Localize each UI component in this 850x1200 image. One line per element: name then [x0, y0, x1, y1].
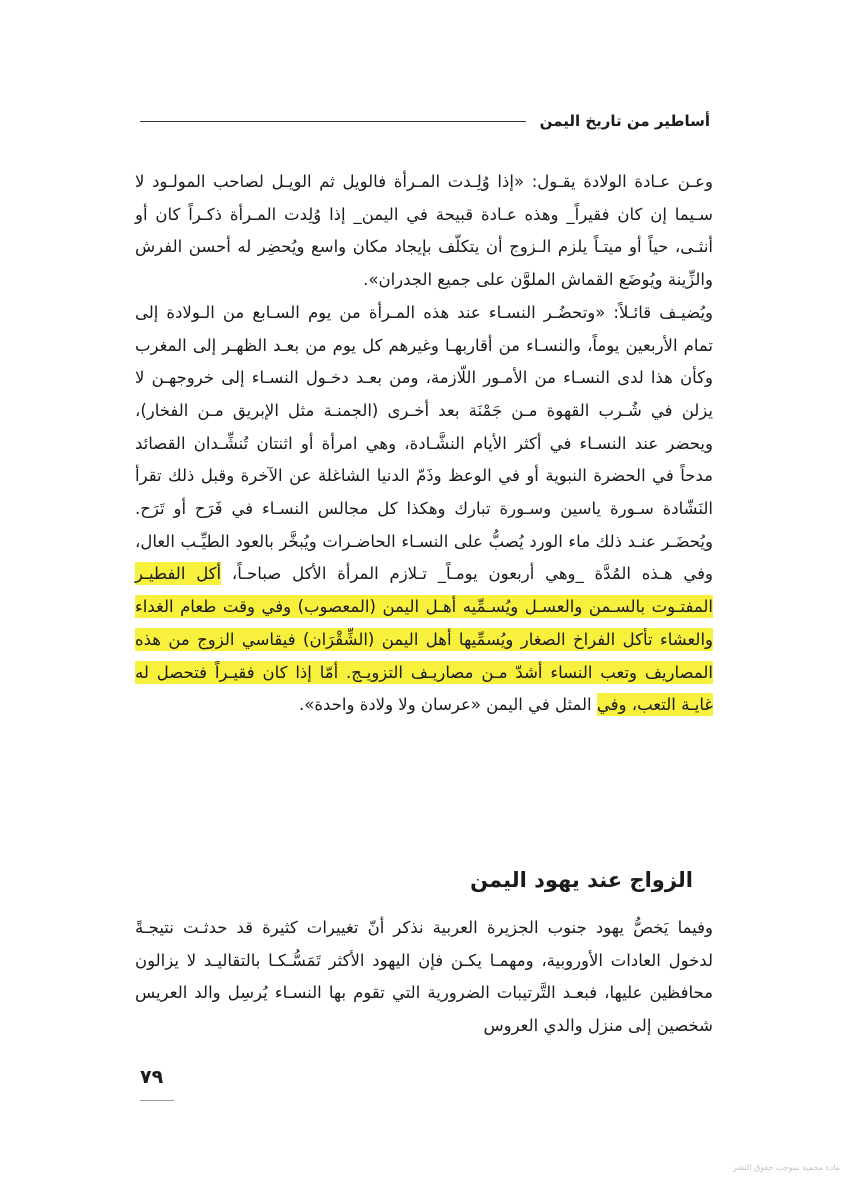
copyright-watermark: مادة محمية بموجب حقوق النشر [732, 1163, 840, 1172]
paragraph-women-gathering [135, 297, 713, 722]
footer-rule [140, 1100, 174, 1101]
running-header-title: أساطير من تاريخ اليمن [539, 112, 710, 130]
page-number: ٧٩ [140, 1066, 164, 1088]
running-header [140, 112, 710, 130]
header-rule [140, 121, 526, 122]
highlighted-passage: أكل الفطيـر المفتـوت بالسـمن والعسـل ويُسـمِّيه أهـل اليمن (المعصوب) وفي وقت طعام الغداء والعشاء تأكل الفراخ الصغار ويُسمِّيها أهل اليمن (الشِّقْرَان) فيقاسي الزوج من هذه المصاريف وتعب النساء أشدّ مـن مصاريـف التزويـج. أمّا إذا كان فقيـراً فتحصل له غايـة التعب، وفي [135, 564, 713, 715]
paragraph-birth-custom: وعـن عـادة الولادة يقـول: «إذا وُلِـدت المـرأة فالويل ثم الويـل لصاحب المولـود لا سـيما إن كان فقيراً_ وهذه عـادة قبيحة في اليمن_ إذا وُلِدت المـرأة ذكـراً كان أو أنثـى، حياً أو ميتـاً يلزم الـزوج أن يتكلّف بإيجاد مكان واسع ويُحضِر له أحسن الفرش والزِّينة ويُوضَع القماش الملوَّن على جميع الجدران». [135, 172, 713, 290]
section-body-text [135, 912, 713, 1043]
paragraph-yemeni-jews: وفيما يَخصُّ يهود جنوب الجزيرة العربية نذكر أنّ تغييرات كثيرة قد حدثـت نتيجـةً لدخول العادات الأوروبية، ومهمـا يكـن فإن اليهود الأكثر تَمَسُّـكـا بالتقاليـد لا يزالون محافظين عليها، فبعـد التَّرتيبات الضرورية التي تقوم بها النسـاء يُرسِل والد العريس شخصين إلى منزل والدي العروس [135, 918, 713, 1036]
paragraph-women-gathering-end: المثل في اليمن «عرسان ولا ولادة واحدة». [299, 695, 597, 715]
paragraph-women-gathering-start: ويُضيـف قائـلاً: «وتحضُـر النسـاء عند هذه المـرأة من يوم السـابع من الـولادة إلى تمام الأربعين يوماً، والنسـاء من أقاربهـا وغيرهم كل يوم من بعـد الظهـر إلى المغرب وكأن هذا لدى النسـاء من الأمـور اللّازمة، ومن بعـد دخـول النسـاء إلى خروجهـن لا يزلن في شُـرب القهوة مـن جَمْنَة بعد أخـرى (الجمنـة مثل الإبريق مـن الفخار)، ويحضر عند النسـاء في أكثر الأيام النشَّـادة، وهي امرأة أو اثنتان تُنشِّـدان القصائد مدحاً في الحضرة النبوية أو في الوعظ وذَمّ الدنيا الشاغلة عن الآخرة وقبل ذلك تقرأ النَشّادة سـورة ياسين وسـورة تبارك وهكذا كل مجالس النسـاء في فَرَح أو تَرَح. ويُحضَـر عنـد ذلك ماء الورد يُصبُّ على النسـاء الحاضـرات ويُبخَّر بالعود الطيِّـب العال، وفي هـذه المُدَّة _وهي أربعون يومـاً_ تـلازم المرأة الأكل صباحـاً، [135, 302, 713, 584]
body-text [135, 166, 713, 722]
section-heading: الزواج عند يهود اليمن [470, 868, 693, 892]
